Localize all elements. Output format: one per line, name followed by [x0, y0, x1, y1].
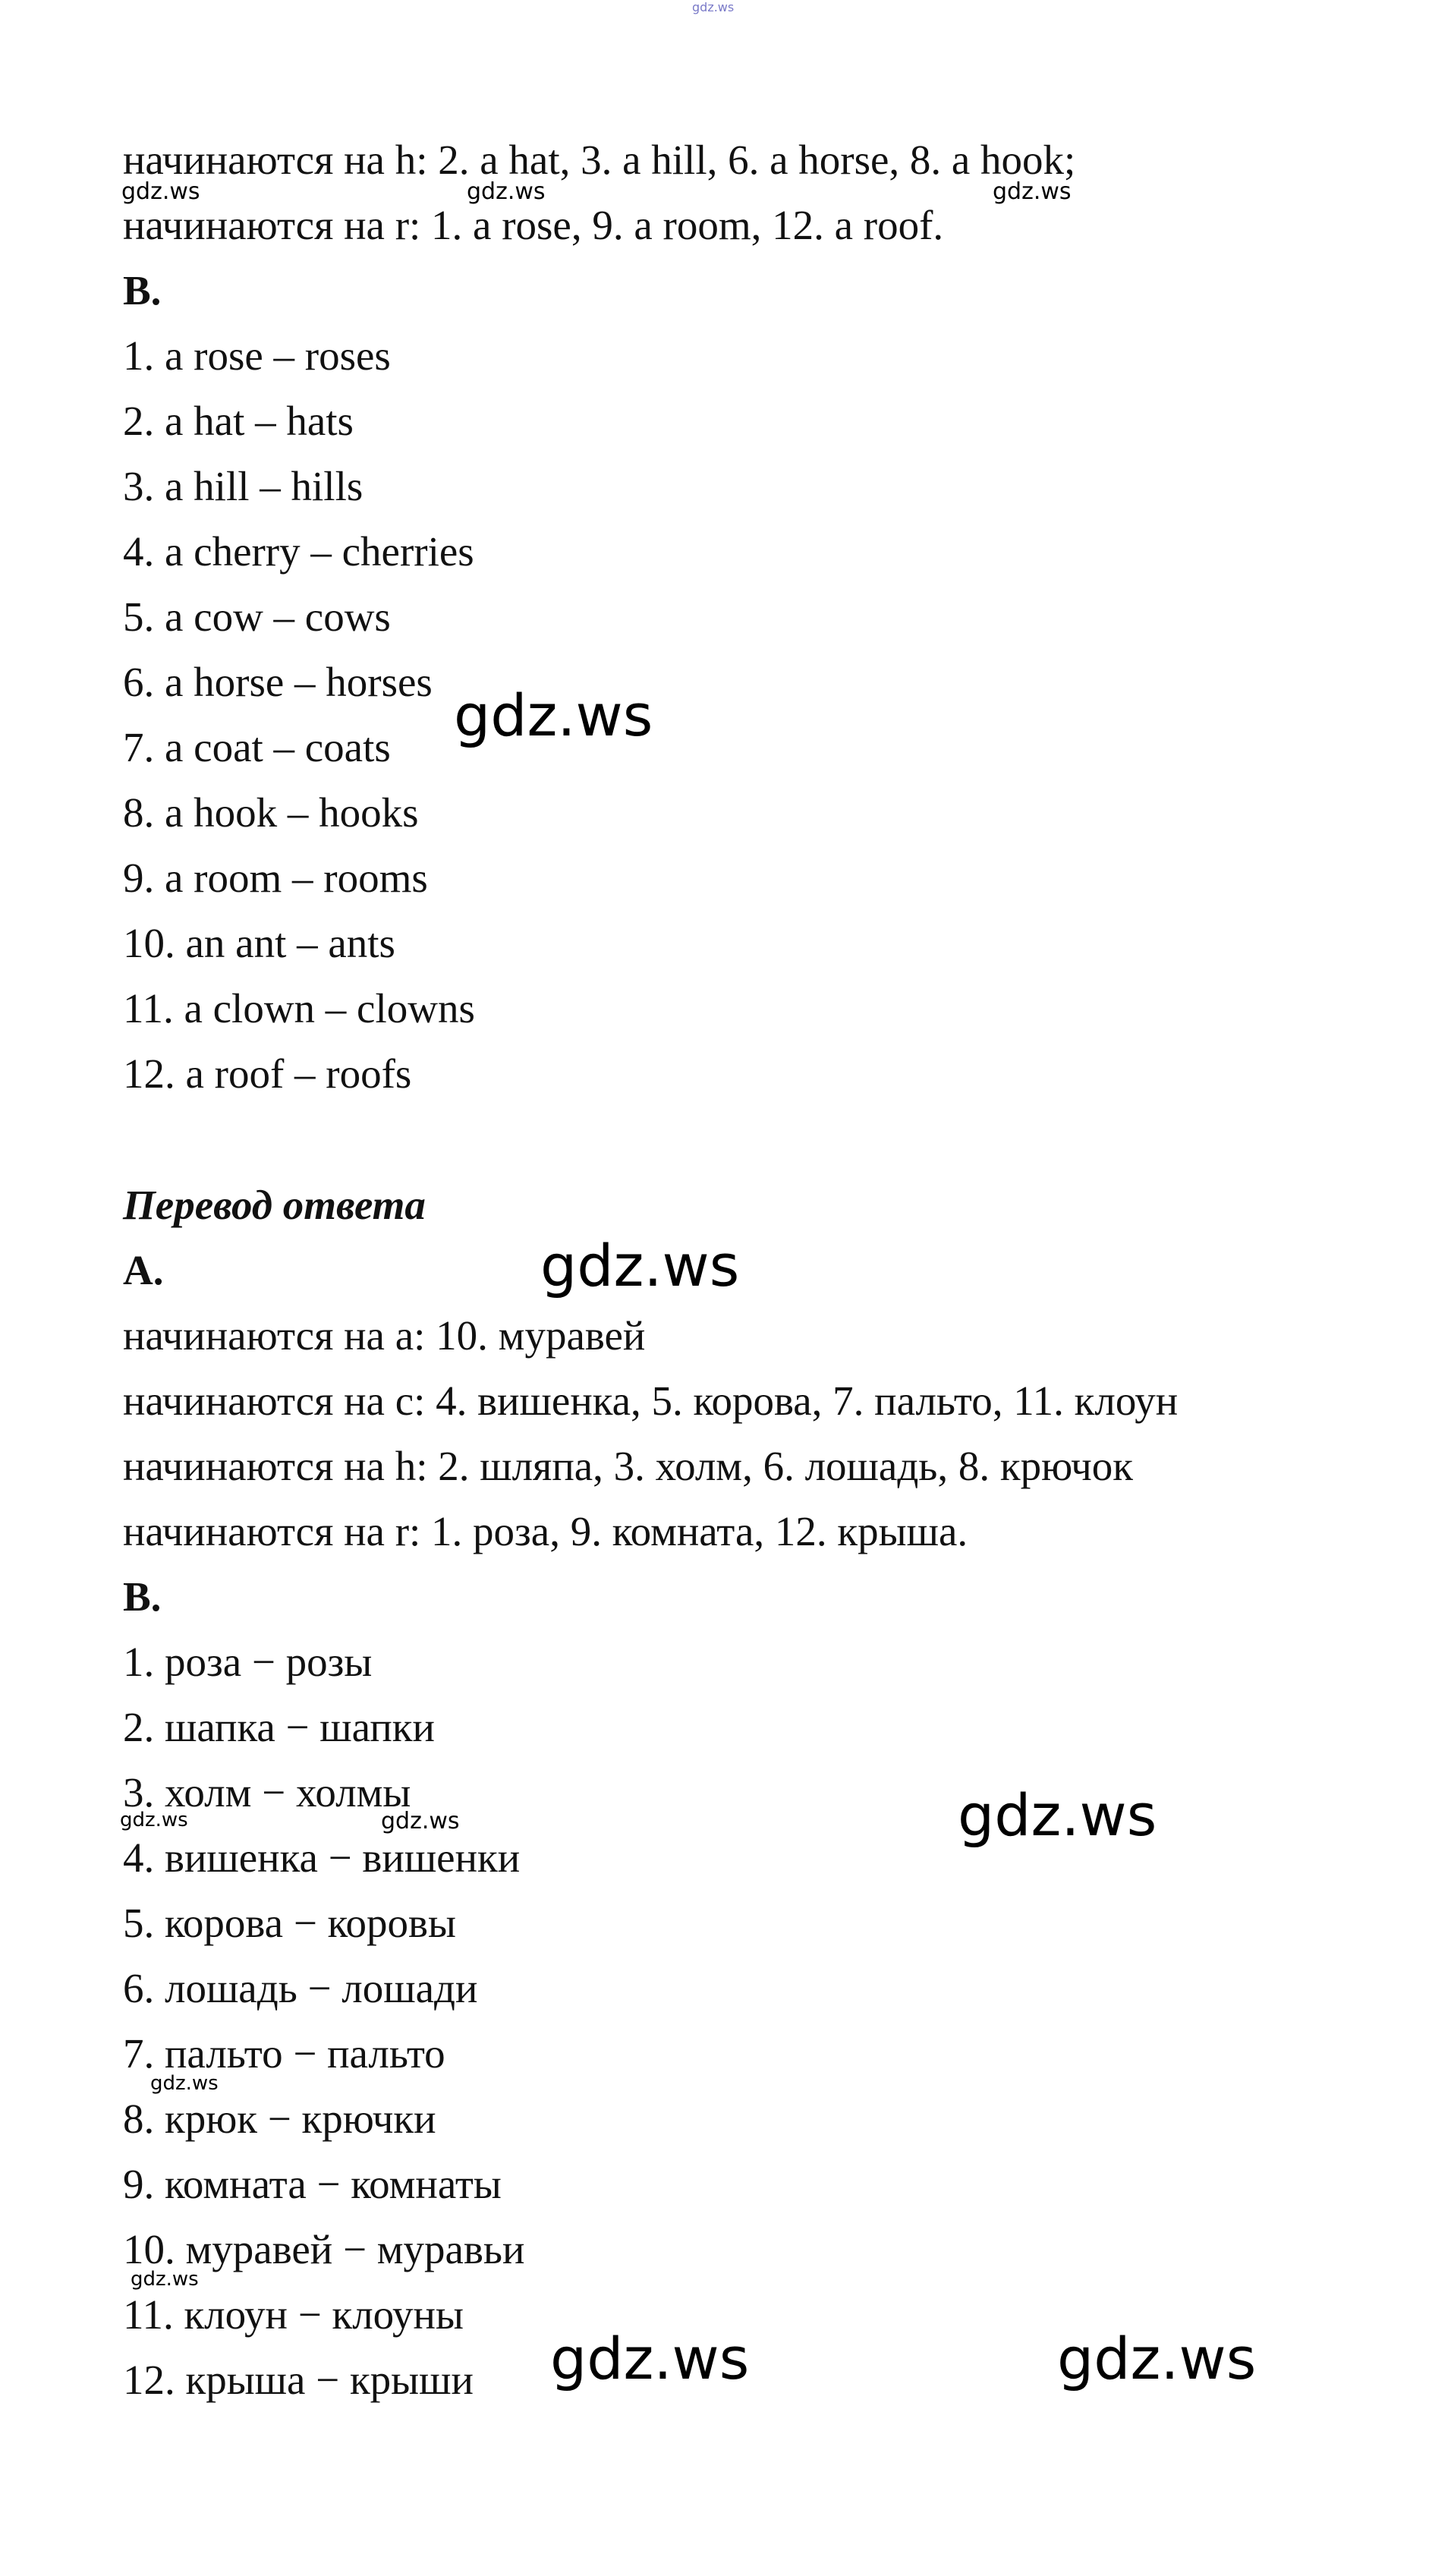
watermark: gdz.ws [454, 682, 653, 749]
english-plural-item: 12. a roof – roofs [123, 1050, 412, 1097]
english-plural-item: 10. an ant – ants [123, 920, 395, 966]
translation-plural-item: 1. роза − розы [123, 1639, 373, 1685]
translation-plural-item: 11. клоун − клоуны [123, 2291, 464, 2338]
watermark: gdz.ws [1057, 2325, 1257, 2392]
english-plural-item: 3. a hill – hills [123, 463, 364, 509]
watermark: gdz.ws [381, 1808, 460, 1834]
translation-plural-item: 5. корова − коровы [123, 1900, 456, 1946]
watermark: gdz.ws [131, 2268, 199, 2291]
translation-plural-item: 4. вишенка − вишенки [123, 1834, 521, 1881]
watermark: gdz.ws [150, 2072, 219, 2095]
translation-group-h: начинаются на h: 2. шляпа, 3. холм, 6. лошадь, 8. крючок [123, 1443, 1133, 1489]
translation-group-r: начинаются на r: 1. роза, 9. комната, 12. крыша. [123, 1508, 968, 1554]
translation-plural-item: 8. крюк − крючки [123, 2096, 436, 2142]
watermark: gdz.ws [540, 1232, 740, 1299]
english-plural-item: 8. a hook – hooks [123, 789, 419, 836]
translation-plural-item: 3. холм − холмы [123, 1769, 411, 1815]
english-plural-item: 4. a cherry – cherries [123, 528, 474, 575]
english-plural-item: 9. a room – rooms [123, 855, 428, 901]
english-plural-item: 1. a rose – roses [123, 332, 391, 379]
translation-plural-item: 12. крыша − крыши [123, 2357, 474, 2403]
watermark: gdz.ws [120, 1809, 188, 1831]
english-group-r: начинаются на r: 1. a rose, 9. a room, 12. a roof. [123, 202, 944, 248]
translation-heading: Перевод ответа [123, 1182, 426, 1228]
translation-plural-item: 7. пальто − пальто [123, 2030, 445, 2077]
watermark: gdz.ws [958, 1781, 1157, 1849]
english-plural-item: 2. a hat – hats [123, 398, 354, 444]
translation-section-b-label: B. [123, 1573, 162, 1620]
translation-plural-item: 2. шапка − шапки [123, 1704, 435, 1750]
english-plural-item: 7. a coat – coats [123, 724, 391, 770]
english-plural-item: 5. a cow – cows [123, 594, 391, 640]
english-section-b-label: B. [123, 267, 162, 313]
translation-plural-item: 6. лошадь − лошади [123, 1965, 478, 2011]
english-group-h: начинаются на h: 2. a hat, 3. a hill, 6. a horse, 8. a hook; [123, 137, 1076, 183]
translation-plural-item: 9. комната − комнаты [123, 2161, 502, 2207]
translation-plural-item: 10. муравей − муравьи [123, 2226, 525, 2272]
translation-group-c: начинаются на c: 4. вишенка, 5. корова, 7. пальто, 11. клоун [123, 1378, 1179, 1424]
english-plural-item: 6. a horse – horses [123, 659, 433, 705]
translation-group-a: начинаются на a: 10. муравей [123, 1312, 646, 1359]
header-watermark: gdz.ws [692, 0, 735, 14]
english-plural-item: 11. a clown – clowns [123, 985, 475, 1031]
watermark: gdz.ws [993, 178, 1072, 205]
watermark: gdz.ws [467, 178, 546, 205]
watermark: gdz.ws [121, 178, 200, 205]
translation-section-a-label: A. [123, 1247, 164, 1293]
watermark: gdz.ws [550, 2325, 750, 2392]
